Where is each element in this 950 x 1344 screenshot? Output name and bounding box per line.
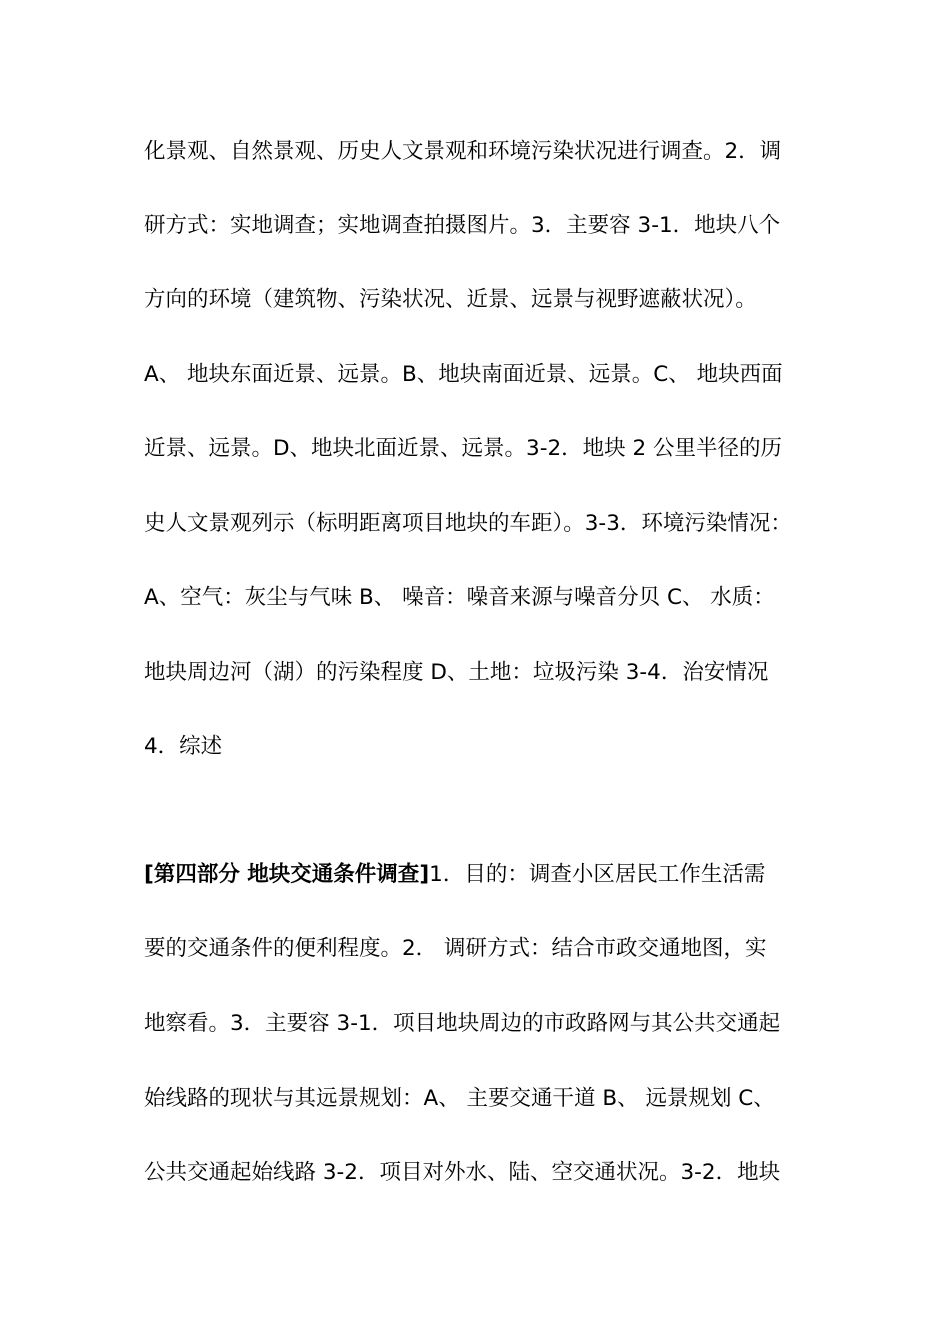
paragraph-line: 近景、远景。D、地块北面近景、远景。3-2．地块 2 公里半径的历 — [144, 436, 783, 461]
section-first-line-text: 1．目的：调查小区居民工作生活需 — [429, 862, 766, 887]
section-first-line — [144, 860, 824, 890]
paragraph-line: A、 地块东面近景、远景。B、地块南面近景、远景。C、 地块西面 — [144, 362, 783, 387]
paragraph-line: 要的交通条件的便利程度。2． 调研方式：结合市政交通地图，实 — [144, 936, 767, 961]
paragraph-line: 地察看。3．主要容 3-1．项目地块周边的市政路网与其公共交通起 — [144, 1011, 781, 1036]
paragraph-line: 地块周边河（湖）的污染程度 D、土地：垃圾污染 3-4．治安情况 — [144, 660, 769, 685]
paragraph-line: 始线路的现状与其远景规划：A、 主要交通干道 B、 远景规划 C、 — [144, 1086, 775, 1111]
paragraph-line: 公共交通起始线路 3-2．项目对外水、陆、空交通状况。3-2．地块 — [144, 1160, 781, 1185]
paragraph-line: 史人文景观列示（标明距离项目地块的车距）。3-3．环境污染情况： — [144, 511, 792, 536]
paragraph-line: 研方式：实地调查；实地调查拍摄图片。3．主要容 3-1．地块八个 — [144, 213, 781, 238]
paragraph-line: 方向的环境（建筑物、污染状况、近景、远景与视野遮蔽状况）。 — [144, 287, 757, 312]
paragraph-line: A、空气：灰尘与气味 B、 噪音：噪音来源与噪音分贝 C、 水质： — [144, 585, 775, 610]
paragraph-line: 化景观、自然景观、历史人文景观和环境污染状况进行调查。2．调 — [144, 139, 782, 164]
paragraph-line: 4．综述 — [144, 734, 223, 759]
section-heading: [第四部分 地块交通条件调查] — [144, 862, 430, 887]
